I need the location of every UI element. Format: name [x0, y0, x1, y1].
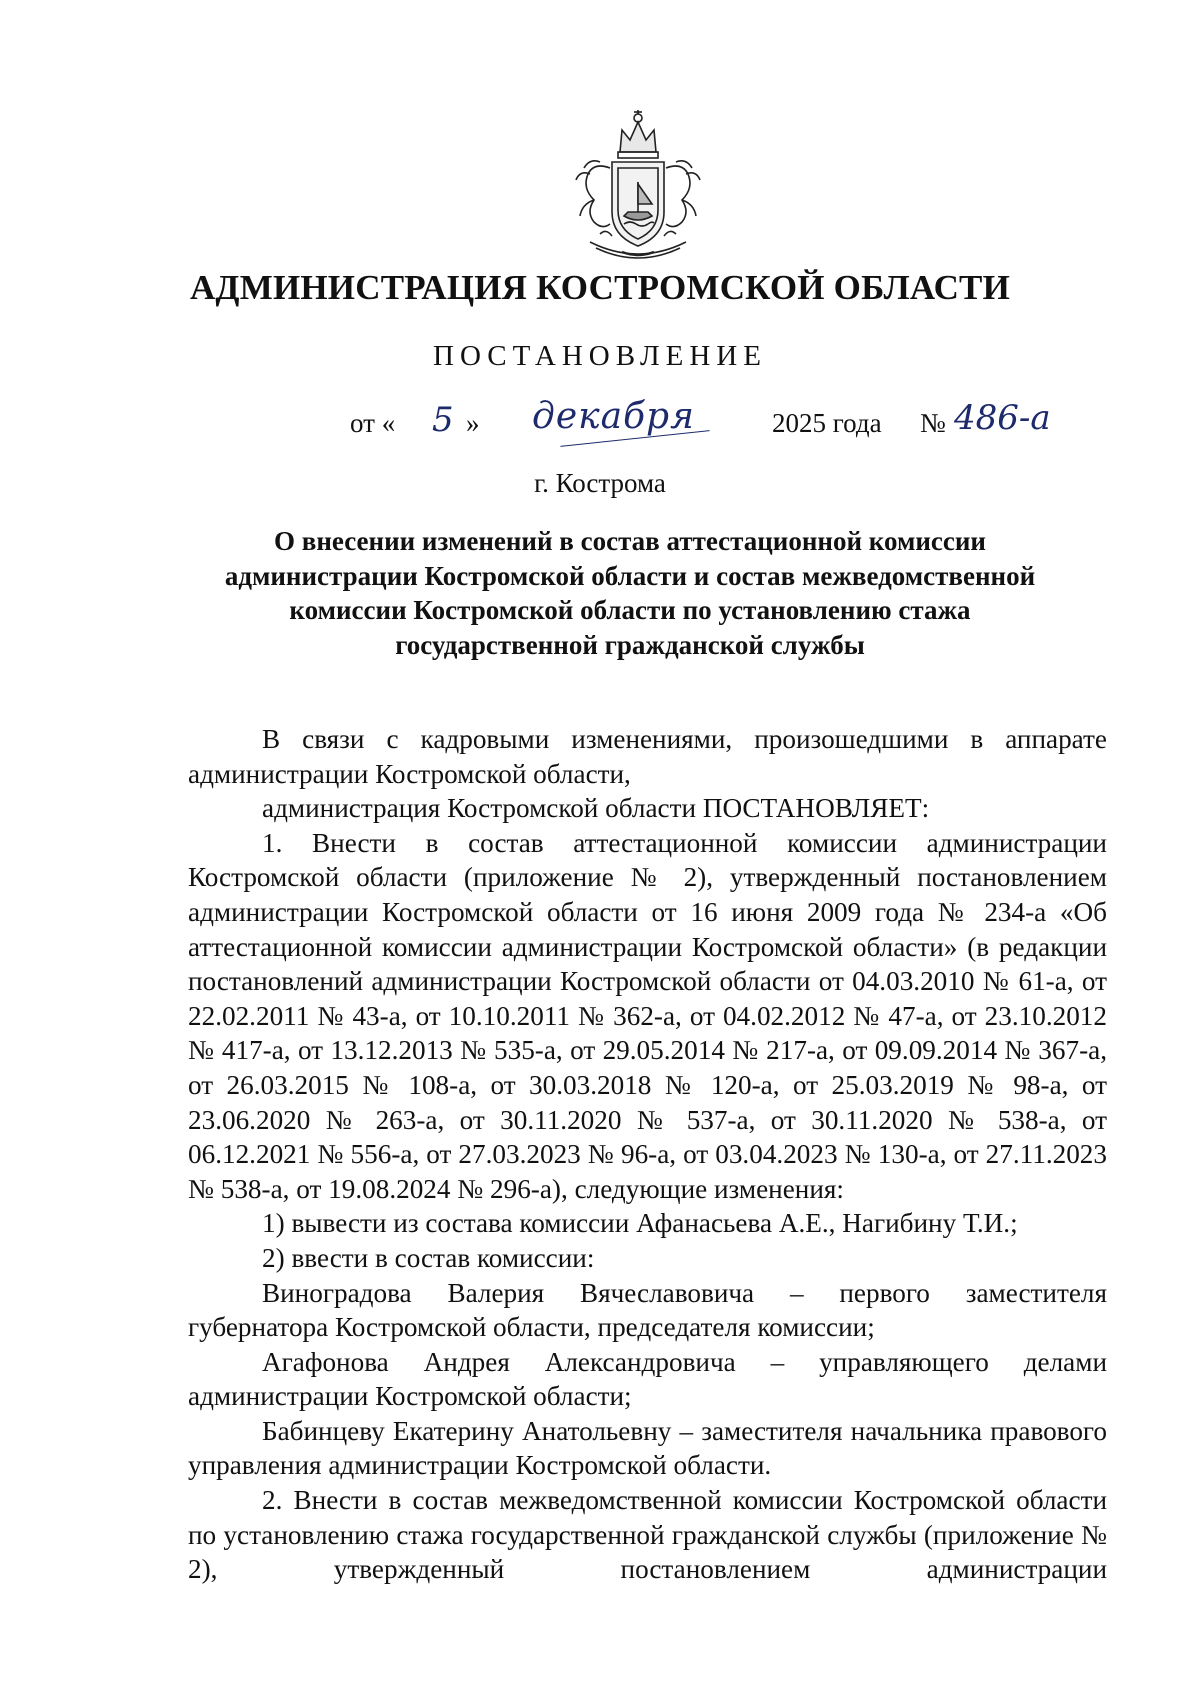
- date-close-quote: »: [466, 408, 480, 438]
- handwritten-number: 486-а: [954, 398, 1051, 438]
- paragraph-subitem-1: 1) вывести из состава комиссии Афанасьева А.Е., Нагибину Т.И.;: [262, 1208, 1018, 1239]
- document-date-line: [0, 396, 1200, 452]
- paragraph-member-babintseva: Бабинцеву Екатерину Анатольевну – заместителя начальника правового управления администрации Костромской области.: [188, 1415, 1107, 1481]
- document-city: г. Кострома: [534, 468, 666, 498]
- subject-line: О внесении изменений в состав аттестационной комиссии: [274, 526, 986, 556]
- subject-line: государственной гражданской службы: [395, 629, 865, 660]
- paragraph-item-1: 1. Внести в состав аттестационной комиссии администрации Костромской области (приложение № 2), утвержденный постановлением администрации Костромской области от 16 июня 2009 года № 234-а «Об аттестационной комиссии администрации Костромской области» (в редакции постановлений администрации Костромской области от 04.03.2010 № 61-а, от 22.02.2011 № 43-а, от 10.10.2011 № 362-а, от 04.02.2012 № 47-а, от 23.10.2012 № 417-а, от 13.12.2013 № 535-а, от 29.05.2014 № 217-а, от 09.09.2014 № 367-а, от 26.03.2015 № 108-а, от 30.03.2018 № 120-а, от 25.03.2019 № 98-а, от 23.06.2020 № 263-а, от 30.11.2020 № 537-а, от 30.11.2020 № 538-а, от 06.12.2021 № 556-а, от 27.03.2023 № 96-а, от 03.04.2023 № 130-а, от 27.11.2023 № 538-а, от 19.08.2024 № 296-а), следующие изменения:: [188, 827, 1107, 1204]
- date-year: 2025 года: [772, 408, 882, 438]
- paragraph-subitem-2: 2) ввести в состав комиссии:: [262, 1242, 595, 1273]
- paragraph-preamble: В связи с кадровыми изменениями, произошедшими в аппарате администрации Костромской области,: [188, 724, 1107, 789]
- document-type: ПОСТАНОВЛЕНИЕ: [433, 340, 767, 372]
- subject-line: комиссии Костромской области по установлению стажа: [289, 595, 971, 625]
- paragraph-member-vinogradov: Виноградова Валерия Вячеславовича – первого заместителя губернатора Костромской области, председателя комиссии;: [188, 1277, 1107, 1343]
- document-subject: [190, 524, 1070, 662]
- subject-line: администрации Костромской области и состав межведомственной: [224, 560, 1036, 591]
- paragraph-member-agafonov: Агафонова Андрея Александровича – управляющего делами администрации Костромской области;: [188, 1346, 1107, 1412]
- date-prefix: от «: [350, 408, 396, 438]
- paragraph-item-2: 2. Внести в состав межведомственной комиссии Костромской области по установлению стажа государственной гражданской службы (приложение № 2), утвержденный постановлением администрации: [188, 1485, 1107, 1585]
- paragraph-resolves: администрация Костромской области ПОСТАНОВЛЯЕТ:: [262, 793, 930, 824]
- kostroma-coat-of-arms-icon: [560, 108, 716, 268]
- document-body: [188, 722, 1107, 1587]
- handwritten-month: декабря: [532, 396, 695, 437]
- organization-title: АДМИНИСТРАЦИЯ КОСТРОМСКОЙ ОБЛАСТИ: [189, 268, 1011, 307]
- number-sign: №: [920, 408, 946, 438]
- handwritten-day: 5: [432, 400, 454, 440]
